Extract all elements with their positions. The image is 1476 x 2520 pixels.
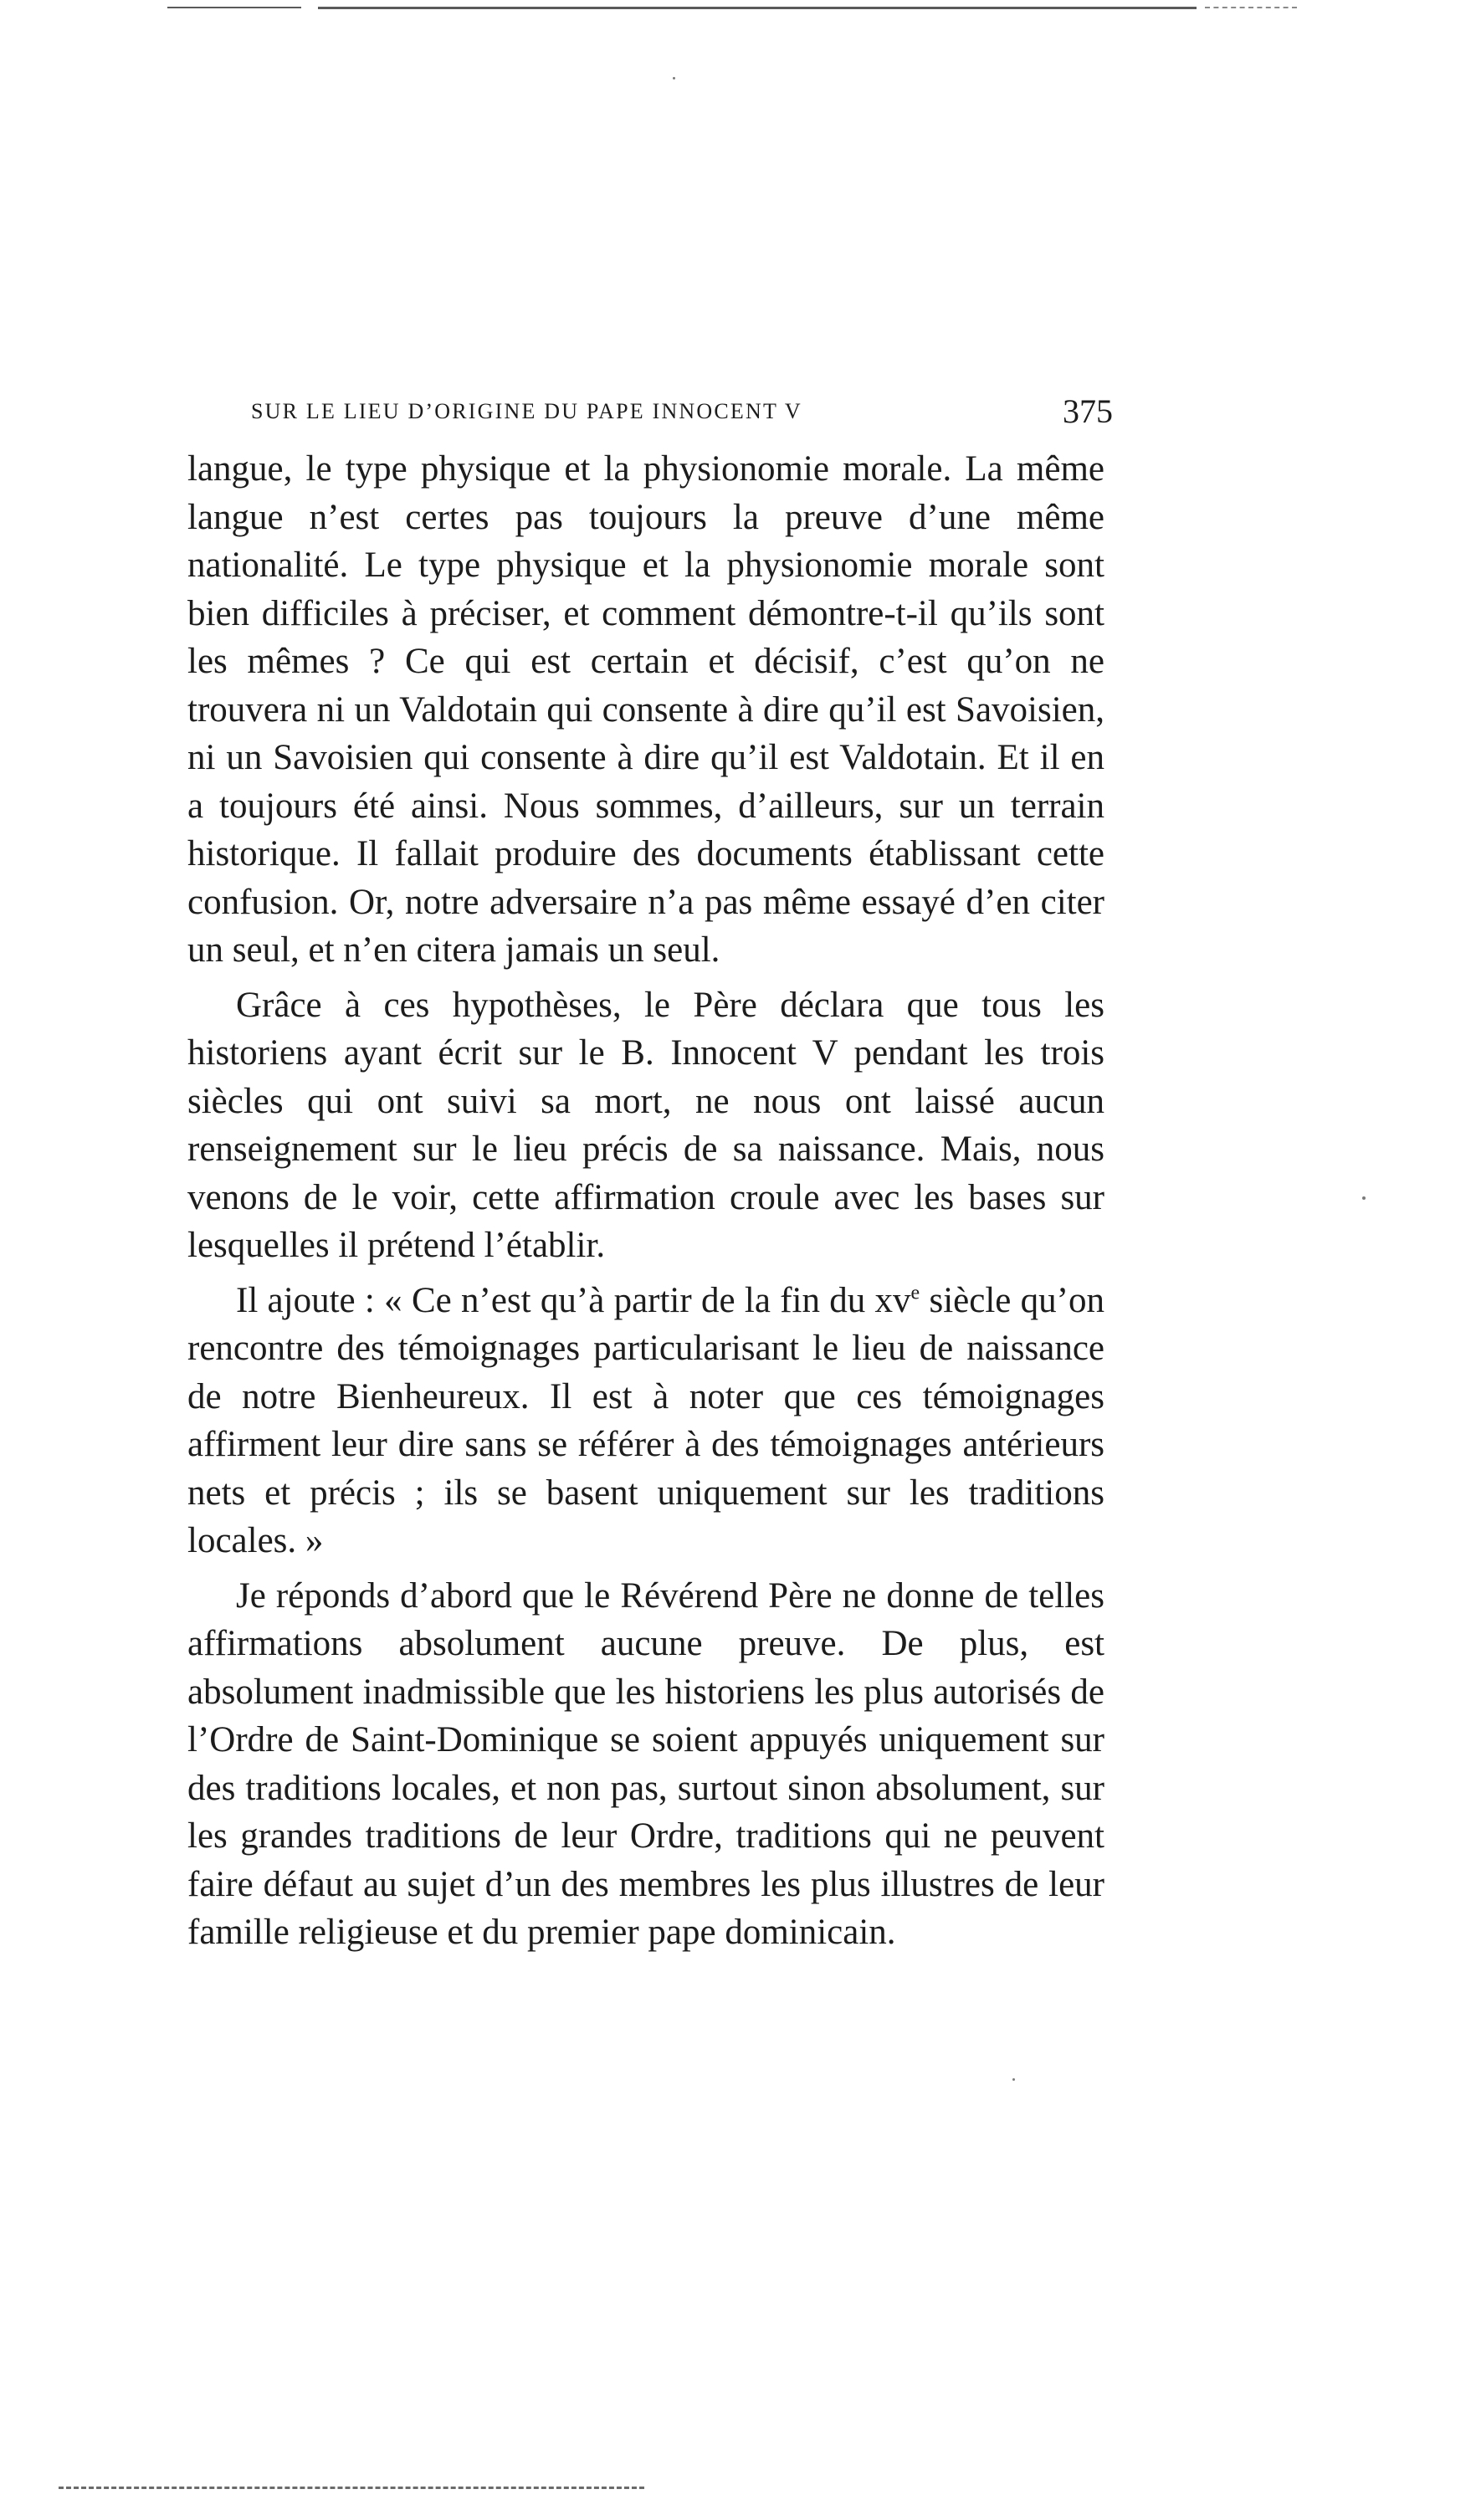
bottom-edge-dashes: [59, 2487, 644, 2489]
paragraph-3-end: siècle qu’on rencontre des témoignages particularisant le lieu de naissance de notre Bienheureux. Il est à noter que ces témoignages affirment leur dire sans se référer à des témoignages antérieurs nets et précis ; ils se basent uniquement sur les traditions locales. »: [187, 1280, 1104, 1560]
top-edge-rule-left: [167, 7, 301, 8]
paragraph-2: Grâce à ces hypothèses, le Père déclara que tous les historiens ayant écrit sur le B. Innocent V pendant les trois siècles qui ont suivi sa mort, ne nous ont laissé aucun renseignement sur le lieu précis de sa naissance. Mais, nous venons de le voir, cette affirmation croule avec les bases sur lesquelles il prétend l’établir.: [187, 985, 1104, 1265]
paper-speck: [1362, 1196, 1366, 1200]
paper-speck: [1012, 2078, 1015, 2081]
paragraph-3: [187, 1277, 1104, 1565]
top-edge-rule-right: [1205, 7, 1297, 8]
paragraph-3-start: Il ajoute : « Ce n’est qu’à partir de la fin du xv: [236, 1280, 911, 1320]
body-text: [187, 445, 1104, 1964]
century-superscript: e: [910, 1282, 920, 1304]
top-edge-rule-main: [318, 7, 1197, 9]
paragraph-1: langue, le type physique et la physionomie morale. La même langue n’est certes pas toujours la preuve d’une même nationalité. Le type physique et la physionomie morale sont bien difficiles à préciser, et comment démontre-t-il qu’ils sont les mêmes ? Ce qui est certain et décisif, c’est qu’on ne trouvera ni un Valdotain qui consente à dire qu’il est Savoisien, ni un Savoisien qui consente à dire qu’il est Valdotain. Et il en a toujours été ainsi. Nous sommes, d’ailleurs, sur un terrain historique. Il fallait produire des documents établissant cette confusion. Or, notre adversaire n’a pas même essayé d’en citer un seul, et n’en citera jamais un seul.: [187, 449, 1104, 970]
running-title: SUR LE LIEU D’ORIGINE DU PAPE INNOCENT V: [251, 399, 802, 423]
paragraph-4: Je réponds d’abord que le Révérend Père ne donne de telles affirmations absolument aucune preuve. De plus, est absolument inadmissible que les historiens les plus autorisés de l’Ordre de Saint-Dominique se soient appuyés uniquement sur des traditions locales, et non pas, surtout sinon absolument, sur les grandes traditions de leur Ordre, traditions qui ne peuvent faire défaut au sujet d’un des membres les plus illustres de leur famille religieuse et du premier pape dominicain.: [187, 1575, 1104, 1952]
running-header: [251, 387, 1113, 437]
page-number: 375: [1063, 392, 1113, 430]
paper-speck: [673, 77, 675, 79]
